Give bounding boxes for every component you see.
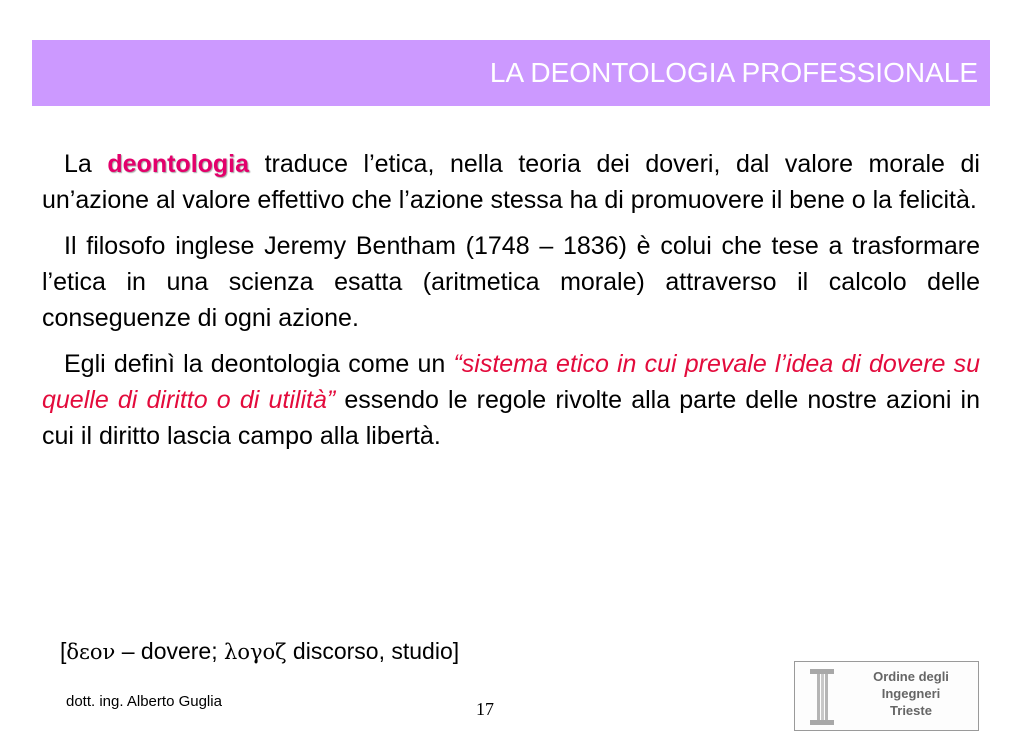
author-footer: dott. ing. Alberto Guglia [66, 693, 222, 710]
p3-after: essendo le regole rivolte alla parte delle nostre azioni in cui il diritto lascia campo alla libertà. [42, 386, 980, 450]
etym-text2: discorso, studio] [286, 638, 460, 664]
logo-line-2: Ingegneri [881, 686, 941, 701]
slide-title: LA DEONTOLOGIA PROFESSIONALE [489, 57, 978, 88]
logo-text [847, 668, 975, 719]
p3-before: Egli definì la deontologia come un [64, 350, 454, 378]
p1-after: traduce l’etica, nella teoria dei doveri, dal valore morale di un’azione al valore effettivo che l’azione stessa ha di promuovere il bene o la felicità. [42, 150, 980, 214]
greek-deon: δεον [66, 640, 116, 664]
greek-logos: λογοζ [224, 640, 287, 664]
logo-line-3: Trieste [890, 703, 932, 718]
etymology-note [60, 636, 459, 667]
keyword-deontologia: deontologia [107, 150, 250, 178]
logo-line-1: Ordine degli [873, 669, 949, 684]
etym-open: [ [60, 638, 67, 664]
slide-body [42, 146, 980, 464]
ordine-ingegneri-logo [794, 661, 979, 731]
paragraph-bentham: Il filosofo inglese Jeremy Bentham (1748 – 1836) è colui che tese a trasformare l’etica in una scienza esatta (aritmetica morale) attraverso il calcolo delle conseguenze di ogni azione. [42, 232, 980, 332]
column-logo-icon [809, 668, 835, 726]
paragraph-definition [42, 346, 980, 454]
paragraph-deontologia [42, 146, 980, 218]
title-bar [32, 40, 990, 106]
etym-text1: – dovere; [115, 638, 225, 664]
p1-before: La [64, 150, 108, 178]
page-number: 17 [476, 699, 494, 719]
definition-quote: “sistema etico in cui prevale l’idea di dovere su quelle di diritto o di utilità” [42, 350, 980, 414]
